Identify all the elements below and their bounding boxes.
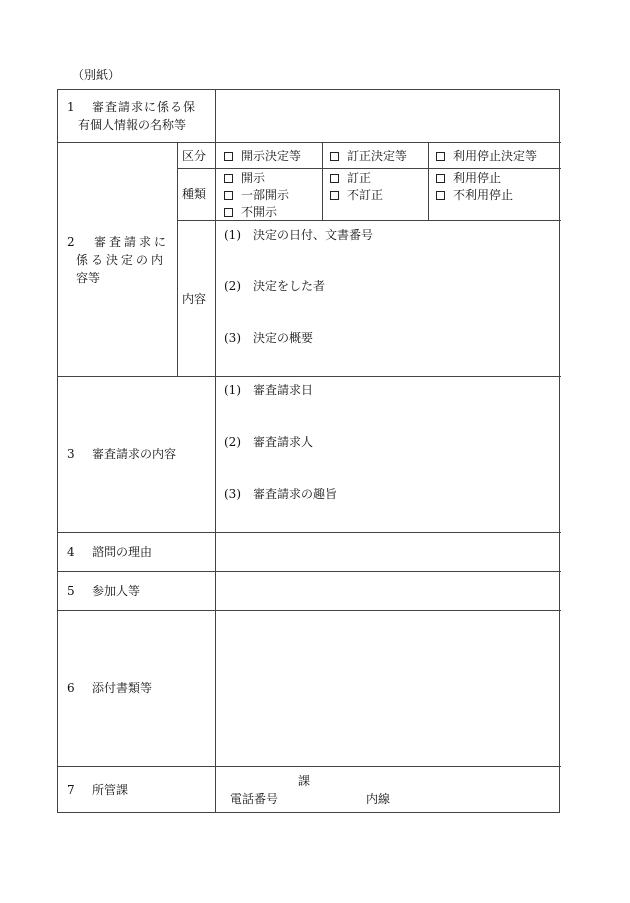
request-item-1: (1) 審査請求日 (224, 383, 313, 397)
row4-number: 4 (67, 545, 75, 559)
shurui-no-suspend-label: 不利用停止 (453, 188, 514, 202)
kubun-disclosure-label: 開示決定等 (241, 149, 302, 163)
kubun-correction-label: 訂正決定等 (347, 149, 408, 163)
shurui-nondisclose[interactable] (224, 203, 277, 221)
column-divider (428, 142, 429, 220)
shurui-suspend[interactable] (436, 169, 501, 187)
shurui-nondisclose-label: 不開示 (241, 205, 278, 219)
checkbox[interactable] (436, 152, 445, 161)
shurui-partial-disclose[interactable] (224, 186, 289, 204)
row3-number: 3 (67, 447, 75, 461)
checkbox[interactable] (224, 208, 233, 217)
request-item-2: (2) 審査請求人 (224, 435, 313, 449)
shurui-correct-label: 訂正 (347, 171, 372, 185)
column-divider (322, 142, 323, 220)
shurui-label: 種類 (182, 187, 207, 201)
checkbox[interactable] (330, 152, 339, 161)
row6-number: 6 (67, 681, 75, 695)
page-label: （別紙） (72, 68, 121, 82)
row2-label-line3: 容等 (76, 271, 101, 285)
kubun-correction[interactable] (330, 147, 407, 165)
checkbox[interactable] (436, 174, 445, 183)
kubun-disclosure[interactable] (224, 147, 301, 165)
row6-label: 添付書類等 (92, 681, 153, 695)
column-divider (177, 142, 178, 376)
shurui-suspend-label: 利用停止 (453, 171, 502, 185)
naisen-label: 内線 (366, 792, 391, 806)
checkbox[interactable] (224, 191, 233, 200)
decision-item-3: (3) 決定の概要 (224, 331, 313, 345)
row6-value-cell[interactable] (216, 611, 560, 766)
row1-label-line2: 有個人情報の名称等 (78, 118, 187, 132)
kubun-suspension-label: 利用停止決定等 (453, 149, 538, 163)
decision-item-1: (1) 決定の日付、文書番号 (224, 228, 373, 242)
row5-value-cell[interactable] (216, 572, 560, 610)
shurui-correct[interactable] (330, 169, 371, 187)
shurui-partial-disclose-label: 一部開示 (241, 188, 290, 202)
request-item-3: (3) 審査請求の趣旨 (224, 487, 337, 501)
checkbox[interactable] (224, 174, 233, 183)
row2-label-line2: 係る決定の内 (76, 253, 167, 267)
row1-label-line1: 審査請求に係る保 (92, 100, 197, 114)
tel-label: 電話番号 (230, 792, 279, 806)
shurui-disclose[interactable] (224, 169, 265, 187)
row-divider (58, 142, 561, 143)
checkbox[interactable] (330, 191, 339, 200)
row5-number: 5 (67, 584, 75, 598)
checkbox[interactable] (436, 191, 445, 200)
row4-value-cell[interactable] (216, 533, 560, 571)
checkbox[interactable] (330, 174, 339, 183)
row-divider (58, 376, 561, 377)
shurui-no-correct-label: 不訂正 (347, 188, 384, 202)
checkbox[interactable] (224, 152, 233, 161)
shurui-no-correct[interactable] (330, 186, 383, 204)
kubun-label: 区分 (182, 149, 207, 163)
ka-label: 課 (298, 774, 311, 788)
row5-label: 参加人等 (92, 584, 141, 598)
shurui-no-suspend[interactable] (436, 186, 513, 204)
row-divider (58, 766, 561, 767)
row7-number: 7 (67, 783, 75, 797)
row7-label: 所管課 (92, 783, 129, 797)
row3-label: 審査請求の内容 (92, 447, 177, 461)
naiyou-label: 内容 (182, 292, 207, 306)
row4-label: 諮問の理由 (92, 545, 153, 559)
row1-number: 1 (67, 100, 75, 114)
row2-label-line1: 審査請求に (94, 235, 170, 249)
row2-number: 2 (67, 235, 75, 249)
examination-request-form (57, 89, 560, 813)
shurui-disclose-label: 開示 (241, 171, 266, 185)
decision-item-2: (2) 決定をした者 (224, 279, 325, 293)
kubun-suspension[interactable] (436, 147, 537, 165)
